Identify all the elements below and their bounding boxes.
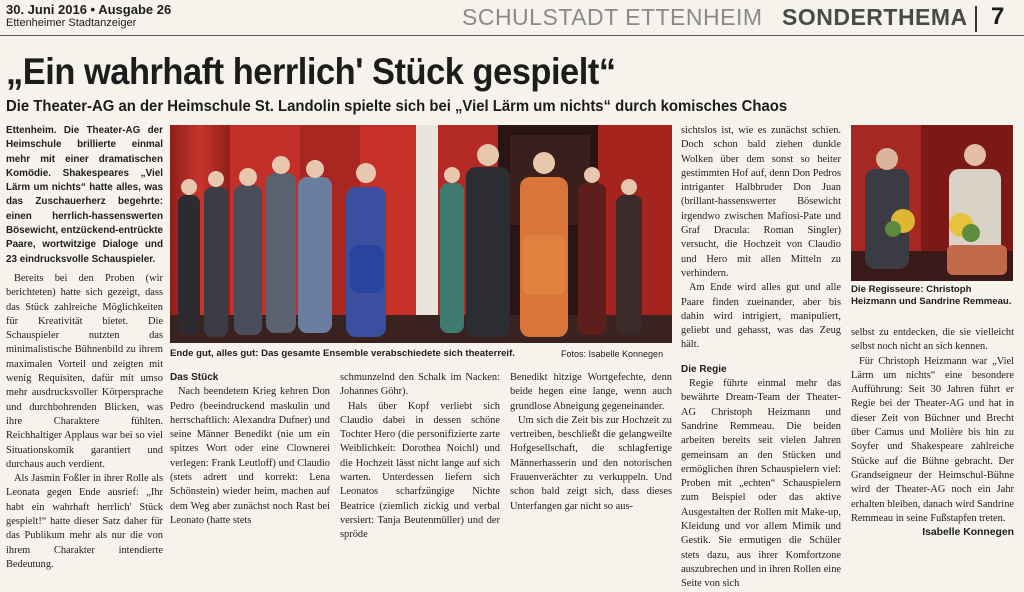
header-rule bbox=[0, 35, 1024, 36]
paragraph: Nach beendetem Krieg kehren Don Pedro (beeindruckend maskulin und herrschaftlich: Alexandra Dufner) und seine Männer Benedikt (nie um ein spitzes Wort oder eine Clownerei verlegen: Frank Leutloff) und Claudio (stets adrett und korrekt: Lena Schönstein) wieder heim, machen auf dem Weg aber zunächst noch Rast bei Leonato (hatte stets bbox=[170, 386, 330, 526]
paragraph: Am Ende wird alles gut und alle Paare finden zueinander, aber bis dahin wird intrigiert, manipuliert, geliebt und gehasst, was das Zeug hält. bbox=[681, 282, 841, 351]
text-column-3 bbox=[340, 371, 500, 543]
special-section-title: SONDERTHEMA bbox=[782, 4, 968, 30]
text-column-6 bbox=[851, 326, 1014, 540]
text-column-5 bbox=[681, 124, 841, 592]
paragraph: Regie führte einmal mehr das bewährte Dream-Team der Theater-AG Christoph Heizmann und Sandrine Remmeau. Die beiden arbeiten bereits seit vielen Jahren gemeinsam an den Stücken und ermöglichen ihren Schauspielern viel: Proben mit „echten“ Schauspielern zum Beispiel oder das aktive Ausgestalten der Rollen mit Make-up, Kleidung und vor allem Mimik und Gestik. Sie ermutigen die Schüler stets dazu, aus ihrer Komfortzone auszubrechen und in ihren Rollen eine Seite von sich bbox=[681, 378, 841, 590]
issue-date: 30. Juni 2016 • Ausgabe 26 bbox=[6, 2, 172, 17]
photo-credit: Fotos: Isabelle Konnegen bbox=[561, 349, 664, 359]
paragraph: Für Christoph Heizmann war „Viel Lärm um nichts“ eine besondere Aufführung: Seit 30 Jahren führt er Regie bei der Theater-AG und hat in dieser Zeit von Büchner und Brecht über Camus und Molière bis hin zu Soyfer und Shakespeare zahlreiche Stücke auf die Bühne gebracht. Der Grandseigneur der Heimschul-Bühne wird der Theater-AG noch ein Jahr erhalten bleiben, danach wird Sandrine Remmeau in seine Fußstapfen treten. bbox=[851, 355, 1014, 524]
article-headline: „Ein wahrhaft herrlich' Stück gespielt“ bbox=[6, 51, 616, 92]
newspaper-name: Ettenheimer Stadtanzeiger bbox=[6, 17, 137, 29]
paragraph: selbst zu entdecken, die sie vielleicht selbst noch nicht an sich kennen. bbox=[851, 327, 1014, 353]
section-title: SCHULSTADT ETTENHEIM bbox=[462, 4, 763, 30]
text-column-4 bbox=[510, 371, 672, 514]
ensemble-photo-image bbox=[170, 125, 672, 343]
paragraph: sichtslos ist, wie es zunächst schien. Doch schon bald ziehen dunkle Wolken über dem sonst so heiter gestimmten Hof auf, denn Don Pedros intriganter Halbbruder Don Juan (brillant-hassenswerter Bösewicht irgendwo zwischen Mafiosi-Pate und Graf Dracula: Roman Singler) versucht, die Hochzeit von Claudio und Hero mit allen Mitteln zu verhindern. bbox=[681, 125, 841, 279]
paragraph: Um sich die Zeit bis zur Hochzeit zu vertreiben, beschließt die gelangweilte Hofgesellschaft, die schlagfertige Männerhasserin und den notorischen Frauenverächter zu verkuppeln. Und schon bald zeigt sich, dass dieses Unterfangen gar nicht so aus- bbox=[510, 414, 672, 512]
photo-caption: Ende gut, alles gut: Das gesamte Ensemble verabschiedete sich theaterreif. bbox=[170, 348, 515, 359]
paragraph: Benedikt hitzige Wortgefechte, denn beide hegen eine lange, wenn auch grundlose Abneigung gegeneinander. bbox=[510, 372, 672, 412]
article-author: Isabelle Konnegen bbox=[922, 527, 1014, 539]
directors-photo bbox=[851, 125, 1013, 281]
text-column-2 bbox=[170, 371, 330, 528]
subheading-stueck: Das Stück bbox=[170, 372, 219, 383]
paragraph: Hals über Kopf verliebt sich Claudio dabei in dessen schöne Tochter Hero (die personifizierte zarte Weiblichkeit: Dorothea Noichl) und die Hochzeit lässt nicht lange auf sich warten. Unterdessen liefern sich Leonatos scharfzüngige Nichte Beatrice (ziemlich zickig und verbal versiert: Tanja Beutenmüller) und der spröde bbox=[340, 400, 500, 541]
header-separator bbox=[975, 6, 977, 32]
directors-photo-image bbox=[851, 125, 1013, 281]
article-subheadline: Die Theater-AG an der Heimschule St. Landolin spielte sich bei „Viel Lärm um nichts“ durch komisches Chaos bbox=[6, 98, 788, 115]
text-column-1 bbox=[6, 124, 163, 572]
paragraph: Bereits bei den Proben (wir berichteten) hatte sich gezeigt, dass das Stück zahlreiche Möglichkeiten für Kreativität bietet. Die Schauspieler nutzten das minimalistische Bühnenbild zu ihrem maximalen Vorteil und zeigten mit wenig Requisiten, dafür mit umso mehr ausdrucksvoller Körpersprache und durchbohrenden Blicken, was ihre Charaktere fühlten. Reichhaltiger Applaus war bei so viel Situationskomik garantiert und durchaus auch verdient. bbox=[6, 272, 163, 470]
article-lead: Ettenheim. Die Theater-AG der Heimschule brillierte einmal mehr mit einer dramatischen Komödie. Shakespeares „Viel Lärm um nichts“ hatte alles, was das Zuschauerherz begehrte: einen herrlich-hassenswerten Bösewicht, entzückend-entrückte Paare, wortwitzige Dialoge und 23 eindrucksvolle Schauspieler. bbox=[6, 125, 163, 265]
subheading-regie: Die Regie bbox=[681, 363, 727, 375]
ensemble-photo bbox=[170, 125, 672, 343]
paragraph: Als Jasmin Foßler in ihrer Rolle als Leonata gegen Ende ausrief: „Ihr habt ein wahrhaft herrlich' Stück gespielt!“ hatte dieser Satz daher für das Publikum mehr als nur die von ihrem Charakter intendierte Bedeutung. bbox=[6, 473, 163, 570]
paragraph: schmunzelnd den Schalk im Nacken: Johannes Göhr). bbox=[340, 372, 500, 398]
side-photo-caption: Die Regisseure: Christoph Heizmann und Sandrine Remmeau. bbox=[851, 284, 1012, 307]
page-number: 7 bbox=[991, 3, 1005, 30]
